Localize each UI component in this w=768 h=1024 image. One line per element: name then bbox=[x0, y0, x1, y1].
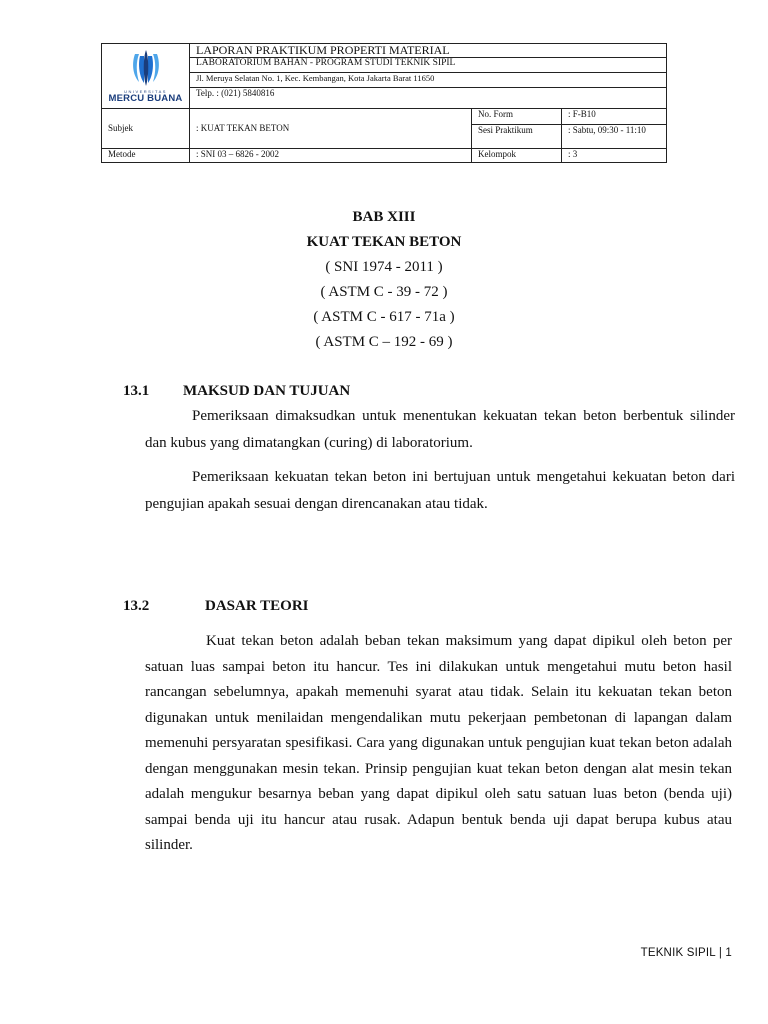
lab-name: LABORATORIUM BAHAN - PROGRAM STUDI TEKNIK SIPIL bbox=[190, 58, 667, 73]
lab-address: Jl. Meruya Selatan No. 1, Kec. Kembangan, Kota Jakarta Barat 11650 bbox=[190, 73, 667, 88]
chapter-number: BAB XIII bbox=[352, 209, 416, 225]
mercu-buana-logo-icon bbox=[129, 48, 163, 88]
no-form-value: : F-B10 bbox=[562, 109, 667, 125]
metode-value: : SNI 03 – 6826 - 2002 bbox=[190, 149, 472, 163]
standard-reference: ( ASTM C – 192 - 69 ) bbox=[315, 334, 453, 350]
standard-reference: ( ASTM C - 617 - 71a ) bbox=[313, 309, 455, 325]
kelompok-label: Kelompok bbox=[472, 149, 562, 163]
page-footer: TEKNIK SIPIL | 1 bbox=[640, 947, 732, 959]
chapter-title: KUAT TEKAN BETON bbox=[306, 234, 462, 250]
subjek-value: : KUAT TEKAN BETON bbox=[190, 109, 472, 149]
section-2-title: DASAR TEORI bbox=[205, 598, 309, 614]
section-1-number: 13.1 bbox=[123, 383, 150, 399]
subjek-label: Subjek bbox=[102, 109, 190, 149]
university-logo bbox=[102, 44, 189, 108]
chapter-heading bbox=[0, 205, 768, 355]
kelompok-value: : 3 bbox=[562, 149, 667, 163]
sesi-praktikum-value: : Sabtu, 09:30 - 11:10 bbox=[562, 125, 667, 149]
metode-label: Metode bbox=[102, 149, 190, 163]
section-2-paragraph: Kuat tekan beton adalah beban tekan maksimum yang dapat dipikul oleh beton per satuan luas sampai beton itu hancur. Tes ini dilakukan untuk mengetahui mutu beton hasil rancangan sebelumnya, apakah memenuhi syarat atau tidak. Selain itu kekuatan tekan beton digunakan untuk menilaidan mengendalikan mutu pekerjaan pembetonan di lapangan dalam memenuhi persyaratan spesifikasi. Cara yang digunakan untuk pengujian kuat tekan beton adalah dengan menggunakan mesin tekan. Prinsip pengujian kuat tekan beton dengan alat mesin tekan adalah mengukur besarnya beban yang dapat dipikul oleh satu satuan luas beton (benda uji) sampai benda uji itu hancur atau rusak. Adapun bentuk benda uji dapat berupa kubus atau silinder. bbox=[145, 633, 732, 853]
university-logo-cell bbox=[102, 44, 190, 109]
no-form-label: No. Form bbox=[472, 109, 562, 125]
standard-reference: ( ASTM C - 39 - 72 ) bbox=[320, 284, 448, 300]
document-header-table bbox=[101, 43, 667, 163]
section-2-number: 13.2 bbox=[123, 598, 150, 614]
sesi-praktikum-label: Sesi Praktikum bbox=[472, 125, 562, 149]
section-1-paragraph: Pemeriksaan kekuatan tekan beton ini bertujuan untuk mengetahui kekuatan beton dari pengujian apakah sesuai dengan direncanakan atau tidak. bbox=[145, 469, 735, 512]
lab-phone: Telp. : (021) 5840816 bbox=[190, 88, 667, 109]
section-1-title: MAKSUD DAN TUJUAN bbox=[183, 383, 351, 399]
logo-university-text: UNIVERSITAS bbox=[124, 89, 167, 94]
section-1-paragraph: Pemeriksaan dimaksudkan untuk menentukan kekuatan tekan beton berbentuk silinder dan kubus yang dimatangkan (curing) di laboratorium. bbox=[145, 408, 735, 451]
report-title: LAPORAN PRAKTIKUM PROPERTI MATERIAL bbox=[190, 44, 667, 58]
logo-university-name: MERCU BUANA bbox=[108, 93, 183, 104]
standard-reference: ( SNI 1974 - 2011 ) bbox=[325, 259, 443, 275]
